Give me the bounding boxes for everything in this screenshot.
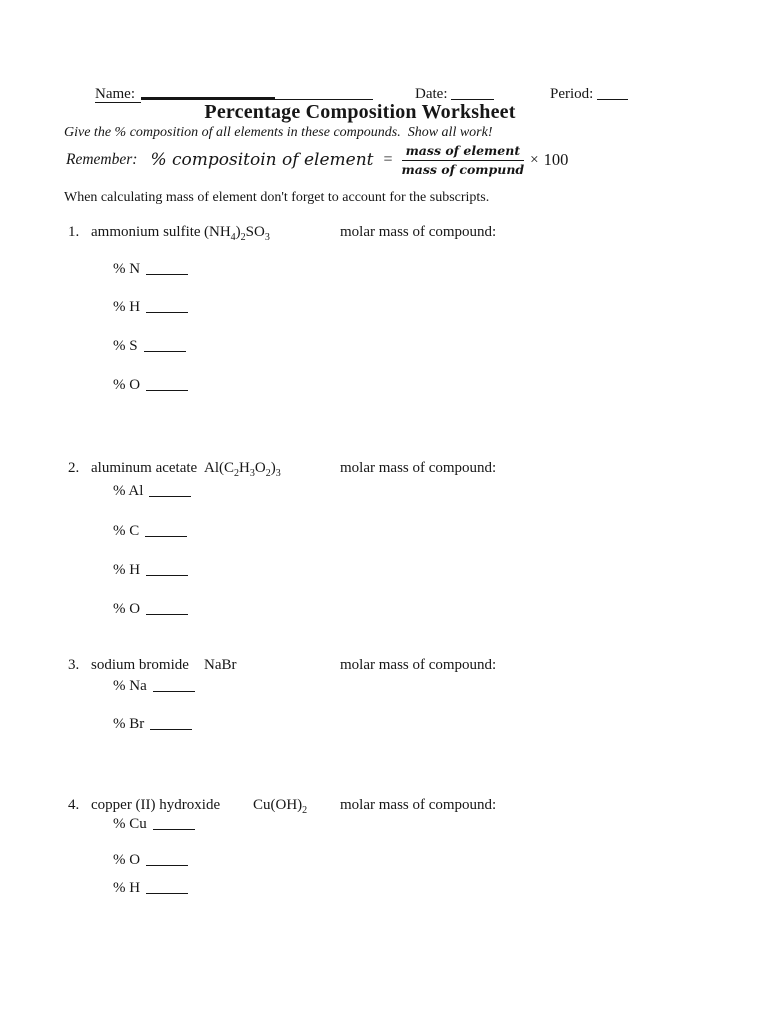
instruction-text: Give the % composition of all elements in these compounds. Show all work! xyxy=(64,125,493,140)
element-percent-line xyxy=(113,714,192,733)
chemical-formula: $Cu(OH)_2$ xyxy=(253,797,308,816)
question-2-header xyxy=(0,460,768,480)
element-percent-line xyxy=(113,850,188,869)
equals-sign: = xyxy=(383,151,393,168)
multiplier-value: 100 xyxy=(543,150,569,169)
formula-row xyxy=(66,139,568,181)
chemical-formula: $(NH_4)_2SO_3$ xyxy=(204,224,270,243)
element-label: % Al xyxy=(113,483,144,499)
name-blank-bold xyxy=(141,86,275,100)
question-1-header xyxy=(0,224,768,244)
element-percent-line xyxy=(113,599,188,618)
question-number: 4. xyxy=(68,797,80,813)
answer-blank xyxy=(146,377,188,391)
element-label: % H xyxy=(113,880,141,896)
element-label: % Br xyxy=(113,716,145,732)
element-percent-line xyxy=(113,814,195,833)
compound-name: copper (II) hydroxide xyxy=(91,797,221,813)
element-percent-line xyxy=(113,336,186,355)
element-percent-line xyxy=(113,560,188,579)
molar-mass-label: molar mass of compound: xyxy=(340,657,497,673)
molar-mass-label: molar mass of compound: xyxy=(340,797,497,813)
answer-blank xyxy=(146,562,188,576)
fraction-numerator: mass of element xyxy=(402,143,525,161)
element-percent-line xyxy=(113,481,191,500)
compound-name: aluminum acetate xyxy=(91,460,198,476)
element-label: % Cu xyxy=(113,816,147,832)
formula-lhs: % compositoin of element xyxy=(150,150,374,170)
answer-blank xyxy=(149,483,191,497)
question-number: 1. xyxy=(68,224,80,240)
element-percent-line xyxy=(113,297,188,316)
element-percent-line xyxy=(113,521,187,540)
molar-mass-label: molar mass of compound: xyxy=(340,224,497,240)
element-label: % O xyxy=(113,601,141,617)
question-3-header xyxy=(0,657,768,677)
element-percent-line xyxy=(113,676,195,695)
question-number: 3. xyxy=(68,657,80,673)
answer-blank xyxy=(144,338,186,352)
answer-blank xyxy=(145,523,187,537)
element-percent-line xyxy=(113,259,188,278)
chemical-formula: $Al(C_2H_3O_2)_3$ xyxy=(204,460,281,479)
answer-blank xyxy=(146,880,188,894)
date-blank xyxy=(451,86,494,100)
element-label: % H xyxy=(113,299,141,315)
period-blank xyxy=(597,86,628,100)
answer-blank xyxy=(153,816,195,830)
molar-mass-label: molar mass of compound: xyxy=(340,460,497,476)
element-percent-line xyxy=(113,878,188,897)
element-label: % Na xyxy=(113,678,147,694)
remember-label: Remember: xyxy=(66,151,138,168)
element-label: % H xyxy=(113,562,141,578)
subscript-note: When calculating mass of element don't forget to account for the subscripts. xyxy=(64,190,490,205)
name-blank xyxy=(275,86,373,100)
formula-fraction xyxy=(402,143,525,177)
question-number: 2. xyxy=(68,460,80,476)
answer-blank xyxy=(150,716,192,730)
answer-blank xyxy=(146,261,188,275)
element-percent-line xyxy=(113,375,188,394)
element-label: % O xyxy=(113,377,141,393)
page-title: Percentage Composition Worksheet xyxy=(204,101,516,123)
answer-blank xyxy=(153,678,195,692)
element-label: % C xyxy=(113,523,140,539)
chemical-formula: NaBr xyxy=(204,657,237,673)
element-label: % S xyxy=(113,338,138,354)
fraction-denominator: mass of compund xyxy=(401,161,525,177)
multiplication-sign: × xyxy=(530,151,539,168)
compound-name: ammonium sulfite xyxy=(91,224,201,240)
element-label: % N xyxy=(113,261,141,277)
date-label: Date: xyxy=(415,86,448,102)
answer-blank xyxy=(146,601,188,615)
answer-blank xyxy=(146,299,188,313)
compound-name: sodium bromide xyxy=(91,657,189,673)
answer-blank xyxy=(146,852,188,866)
period-label: Period: xyxy=(550,86,594,102)
element-label: % O xyxy=(113,852,141,868)
name-label: Name: xyxy=(95,86,141,103)
